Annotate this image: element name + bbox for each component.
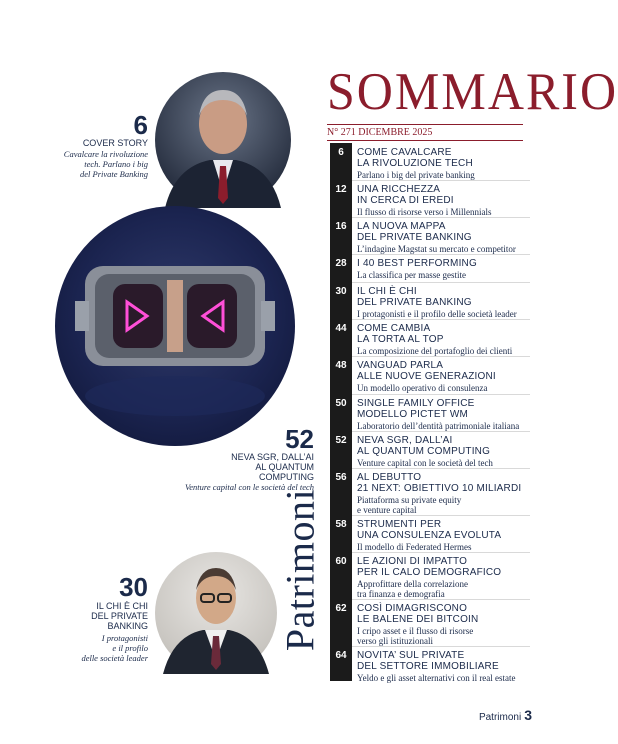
footer-brand: Patrimoni bbox=[478, 712, 522, 723]
page-number: 3 bbox=[524, 707, 532, 723]
page-footer bbox=[479, 707, 532, 723]
chi-desc: I protagonisti e il profilo delle società leader bbox=[81, 633, 148, 663]
toc-title: AL DEBUTTO 21 NEXT: OBIETTIVO 10 MILIARDI bbox=[357, 472, 522, 494]
neva-desc: Venture capital con le società del tech bbox=[184, 482, 314, 492]
toc-title: VANGUAD PARLA ALLE NUOVE GENERAZIONI bbox=[357, 360, 496, 382]
toc-title: I 40 BEST PERFORMING bbox=[357, 258, 477, 269]
toc-page-number: 58 bbox=[335, 519, 347, 530]
toc-title: IL CHI È CHI DEL PRIVATE BANKING bbox=[357, 286, 472, 308]
cover-story-desc: Cavalcare la rivoluzione tech. Parlano i big del Private Banking bbox=[63, 149, 148, 179]
portrait-photo-bottom bbox=[155, 552, 277, 674]
neva-title: NEVA SGR, DALL’AI AL QUANTUM COMPUTING bbox=[231, 452, 314, 482]
toc-desc: Parlano i big del private banking bbox=[357, 170, 475, 180]
page-title: SOMMARIO bbox=[327, 61, 618, 121]
toc-title: NEVA SGR, DALL’AI AL QUANTUM COMPUTING bbox=[357, 435, 491, 457]
issue-info: N° 271 DICEMBRE 2025 bbox=[327, 124, 523, 141]
brand-vertical-logo: Patrimoni bbox=[277, 488, 323, 652]
toc-title: COME CAMBIA LA TORTA AL TOP bbox=[357, 323, 444, 345]
cover-story-title: COVER STORY bbox=[82, 138, 148, 148]
toc-desc: Il flusso di risorse verso i Millennials bbox=[357, 207, 492, 217]
toc-desc: Venture capital con le società del tech bbox=[357, 458, 493, 468]
toc-page-number: 50 bbox=[335, 398, 347, 409]
toc-title: LE AZIONI DI IMPATTO PER IL CALO DEMOGRAFICO bbox=[357, 556, 502, 578]
toc-title: LA NUOVA MAPPA DEL PRIVATE BANKING bbox=[357, 221, 472, 243]
toc-desc: La classifica per masse gestite bbox=[357, 270, 466, 280]
toc-desc: L’indagine Magstat su mercato e competitor bbox=[357, 244, 516, 254]
toc-title: NOVITA’ SUL PRIVATE DEL SETTORE IMMOBILIARE bbox=[357, 650, 499, 672]
toc-title: SINGLE FAMILY OFFICE MODELLO PICTET WM bbox=[357, 398, 475, 420]
toc-page-number: 62 bbox=[335, 603, 347, 614]
quantum-device-image bbox=[55, 206, 295, 446]
toc-page-number: 64 bbox=[335, 650, 347, 661]
toc-desc: Approfittare della correlazione tra finanza e demografia bbox=[357, 579, 468, 599]
toc-page-number: 56 bbox=[335, 472, 347, 483]
toc-page-number: 6 bbox=[338, 147, 344, 158]
chi-number: 30 bbox=[119, 572, 148, 602]
toc-title: COSÌ DIMAGRISCONO LE BALENE DEI BITCOIN bbox=[357, 603, 479, 625]
toc-page-number: 48 bbox=[335, 360, 347, 371]
toc-desc: Un modello operativo di consulenza bbox=[357, 383, 488, 393]
toc-desc: I protagonisti e il profilo delle società leader bbox=[357, 309, 517, 319]
toc-page-number: 60 bbox=[335, 556, 347, 567]
toc-page-number: 16 bbox=[335, 221, 347, 232]
toc-page-number: 12 bbox=[335, 184, 347, 195]
toc-title: COME CAVALCARE LA RIVOLUZIONE TECH bbox=[357, 147, 473, 169]
chi-title: IL CHI È CHI DEL PRIVATE BANKING bbox=[91, 601, 148, 631]
toc-page-number: 52 bbox=[335, 435, 347, 446]
cover-story-number: 6 bbox=[133, 110, 148, 140]
toc-page-number: 44 bbox=[335, 323, 347, 334]
neva-number: 52 bbox=[285, 424, 314, 454]
portrait-photo-top bbox=[155, 72, 291, 208]
toc-desc: Il modello di Federated Hermes bbox=[357, 542, 472, 552]
toc-page-number: 28 bbox=[335, 258, 347, 269]
toc-desc: Yeldo e gli asset alternativi con il real estate bbox=[357, 673, 516, 683]
toc-desc: Piattaforma su private equity e venture capital bbox=[357, 495, 462, 515]
toc-title: UNA RICCHEZZA IN CERCA DI EREDI bbox=[357, 184, 454, 206]
toc-desc: I cripo asset e il flusso di risorse verso gli istituzionali bbox=[357, 626, 474, 646]
toc-desc: La composizione del portafoglio dei clienti bbox=[357, 346, 513, 356]
table-of-contents bbox=[330, 143, 530, 681]
toc-page-number: 30 bbox=[335, 286, 347, 297]
toc-desc: Laboratorio dell’dentità patrimoniale italiana bbox=[357, 421, 520, 431]
toc-title: STRUMENTI PER UNA CONSULENZA EVOLUTA bbox=[357, 519, 502, 541]
